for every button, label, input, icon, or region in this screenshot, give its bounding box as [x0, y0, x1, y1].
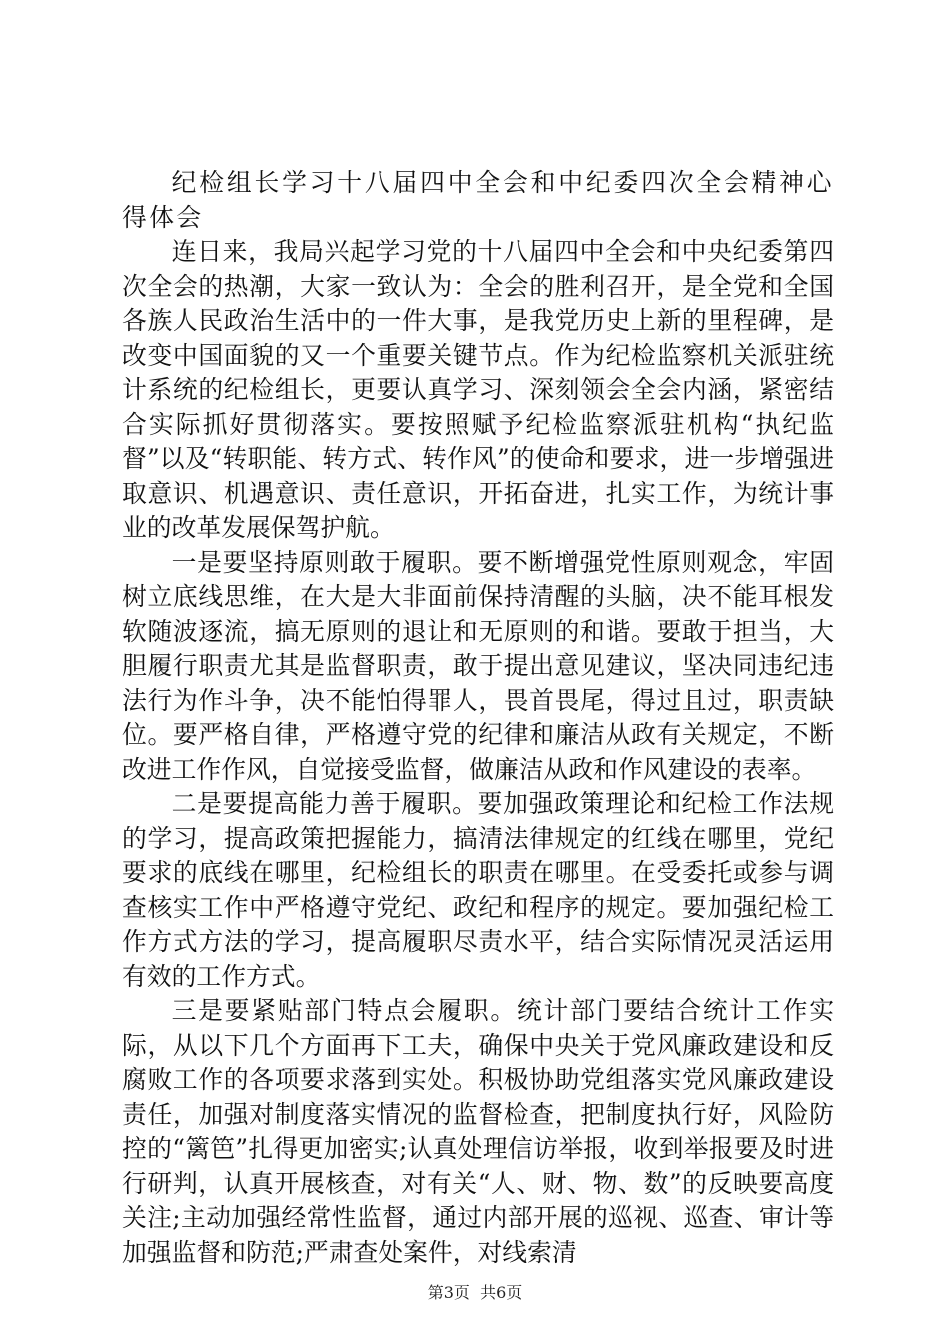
- paragraph-point-one: 一是要坚持原则敢于履职。要不断增强党性原则观念，牢固树立底线思维，在大是大非面前保持清醒的头脑，决不能耳根发软随波逐流，搞无原则的退让和无原则的和谐。要敢于担当，大胆履行职责尤其是监督职责，敢于提出意见建议，坚决同违纪违法行为作斗争，决不能怕得罪人，畏首畏尾，得过且过，职责缺位。要严格自律，严格遵守党的纪律和廉洁从政有关规定，不断改进工作作风，自觉接受监督，做廉洁从政和作风建设的表率。: [122, 547, 834, 784]
- page-footer: [0, 1283, 950, 1303]
- page-number-label: 第3页 共6页: [427, 1283, 523, 1302]
- paragraph-point-two: 二是要提高能力善于履职。要加强政策理论和纪检工作法规的学习，提高政策把握能力，搞清法律规定的红线在哪里，党纪要求的底线在哪里，纪检组长的职责在哪里。在受委托或参与调查核实工作中严格遵守党纪、政纪和程序的规定。要加强纪检工作方式方法的学习，提高履职尽责水平，结合实际情况灵活运用有效的工作方式。: [122, 789, 834, 991]
- paragraph-point-three: 三是要紧贴部门特点会履职。统计部门要结合统计工作实际，从以下几个方面再下工夫，确保中央关于党风廉政建设和反腐败工作的各项要求落到实处。积极协助党组落实党风廉政建设责任，加强对制度落实情况的监督检查，把制度执行好，风险防控的“篱笆”扎得更加密实;认真处理信访举报，收到举报要及时进行研判，认真开展核查，对有关“人、财、物、数”的反映要高度关注;主动加强经常性监督，通过内部开展的巡视、巡查、审计等加强监督和防范;严肃查处案件，对线索清: [122, 996, 834, 1267]
- document-body: [122, 166, 834, 1270]
- document-title: 纪检组长学习十八届四中全会和中纪委四次全会精神心得体会: [122, 168, 834, 232]
- paragraph-intro: 连日来，我局兴起学习党的十八届四中全会和中央纪委第四次全会的热潮，大家一致认为：全会的胜利召开，是全党和全国各族人民政治生活中的一件大事，是我党历史上新的里程碑，是改变中国面貌的又一个重要关键节点。作为纪检监察机关派驻统计系统的纪检组长，更要认真学习、深刻领会全会内涵，紧密结合实际抓好贯彻落实。要按照赋予纪检监察派驻机构“执纪监督”以及“转职能、转方式、转作风”的使命和要求，进一步增强进取意识、机遇意识、责任意识，开拓奋进，扎实工作，为统计事业的改革发展保驾护航。: [122, 237, 834, 542]
